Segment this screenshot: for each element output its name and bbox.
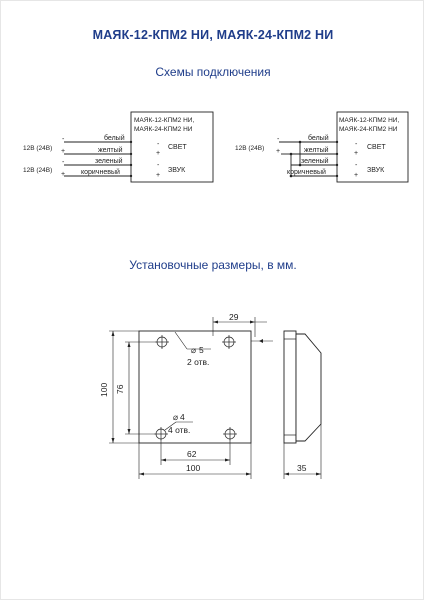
wire-yellow-label: желтый (98, 147, 123, 154)
wiring-diagram-left (23, 112, 213, 182)
side-base-plate (284, 331, 296, 443)
port-sound-plus: + (156, 172, 161, 179)
supply3-minus: - (277, 136, 280, 143)
dim-29: 29 (229, 312, 239, 322)
page-title: МАЯК-12-КПМ2 НИ, МАЯК-24-КПМ2 НИ (92, 28, 334, 42)
supply2-label: 12В (24В) (23, 167, 53, 174)
hole-small-diameter-symbol: ⌀ (173, 412, 179, 422)
port-sound-minus: - (157, 162, 160, 169)
dim-35: 35 (297, 463, 307, 473)
supply1-minus: - (62, 136, 65, 143)
side-view (284, 331, 321, 479)
device-name-line2: МАЯК-24-КПМ2 НИ (134, 126, 193, 133)
wire2-green-label: зеленый (301, 158, 329, 165)
supply3-plus: + (276, 148, 281, 155)
wire2-brown-label: коричневый (287, 169, 326, 176)
hole-big-count: 2 отв. (187, 357, 210, 367)
hole-big-diameter-symbol: ⌀ (191, 345, 197, 355)
port2-light-plus: + (354, 150, 359, 157)
supply3-label: 12В (24В) (235, 145, 265, 152)
dimensions-heading: Установочные размеры, в мм. (129, 258, 297, 272)
port2-light-label: СВЕТ (367, 144, 386, 151)
hole-small-count: 4 отв. (168, 425, 191, 435)
drawings (1, 1, 424, 601)
side-cover (296, 334, 321, 441)
hole-small-diameter: 4 (180, 412, 185, 422)
dim-100-vertical: 100 (99, 382, 109, 397)
dim-76: 76 (115, 384, 125, 394)
device2-name-line1: МАЯК-12-КПМ2 НИ, (339, 117, 400, 124)
port-sound-label: ЗВУК (168, 167, 186, 174)
port2-sound-minus: - (355, 162, 358, 169)
wire-white-label: белый (104, 135, 125, 142)
port-light-minus: - (157, 141, 160, 148)
wiring-diagram-right (235, 112, 408, 182)
wire-brown-label: коричневый (81, 169, 120, 176)
dim-62: 62 (187, 449, 197, 459)
wiring-heading: Схемы подключения (155, 65, 271, 79)
wire-green-label: зеленый (95, 158, 123, 165)
wire2-yellow-label: желтый (304, 147, 329, 154)
supply1-label: 12В (24В) (23, 145, 53, 152)
port2-light-minus: - (355, 141, 358, 148)
port-light-plus: + (156, 150, 161, 157)
supply1-plus: + (61, 148, 66, 155)
front-view (99, 312, 273, 479)
port2-sound-plus: + (354, 172, 359, 179)
port2-sound-label: ЗВУК (367, 167, 385, 174)
device-name-line1: МАЯК-12-КПМ2 НИ, (134, 117, 195, 124)
port-light-label: СВЕТ (168, 144, 187, 151)
supply2-plus: + (61, 171, 66, 178)
supply2-minus: - (62, 159, 65, 166)
wire2-white-label: белый (308, 135, 329, 142)
device2-name-line2: МАЯК-24-КПМ2 НИ (339, 126, 398, 133)
hole-big-diameter: 5 (199, 345, 204, 355)
dim-100-horizontal: 100 (186, 463, 201, 473)
